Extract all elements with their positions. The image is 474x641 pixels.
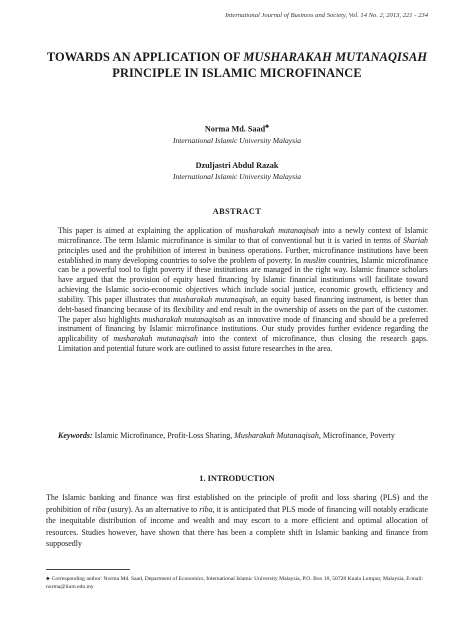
footnote-mark: ♣ (46, 576, 50, 582)
text-run: into the context of microfinance, thus closing the research gaps. Limitation and potential future work are outlined to assist future researches in the area. (58, 334, 428, 354)
abstract-heading: ABSTRACT (212, 207, 262, 216)
footnote-divider (46, 569, 130, 570)
keywords (58, 431, 428, 442)
text-run: into a newly context of Islamic microfinance. The term Islamic microfinance is similar to that of conventional but it is varied in terms of (58, 226, 429, 245)
author-2-affiliation: International Islamic University Malaysia (172, 172, 302, 181)
author-2-name: Dzuljastri Abdul Razak (195, 161, 279, 170)
author-1-name-line (46, 124, 428, 134)
title-part-3: PRINCIPLE IN ISLAMIC MICROFINANCE (112, 65, 362, 80)
italic-term: Musharakah Mutanaqisah (234, 431, 319, 440)
author-2 (46, 161, 428, 181)
author-1-mark: ♣ (265, 124, 270, 130)
text-run: , Microfinance, Poverty (318, 431, 395, 440)
keywords-label: Keywords: (58, 431, 93, 440)
italic-term: riba (92, 504, 106, 514)
title-part-2: MUSHARAKAH MUTANAQISAH (243, 50, 428, 64)
text-run: principles used and the prohibition of interest in business operations. Further, microfinance institutions have been established in many developing countries to solve the problem of poverty. In (58, 245, 428, 265)
text-run: Islamic Microfinance, Profit-Loss Sharing, (92, 431, 235, 440)
introduction-body (46, 492, 428, 550)
italic-term: musharakah mutanaqisah (142, 314, 226, 324)
footnote-text: Corresponding author: Norma Md. Saad, Department of Economics, International Islamic University Malaysia, P.O. Box 10, 50728 Kuala Lumpur, Malaysia, E-mail: norma@iium.edu.my (46, 576, 424, 590)
text-run: The Islamic banking and finance was first established on the principle of profit and loss sharing (PLS) and the prohibition of (46, 493, 428, 514)
italic-term: musharakah mutanaqisah (113, 334, 198, 344)
text-run: (usury). As an alternative to (105, 504, 200, 514)
title-part-1: TOWARDS AN APPLICATION OF (46, 50, 244, 64)
author-1-affiliation: International Islamic University Malaysia (172, 135, 302, 145)
section-heading: 1. INTRODUCTION (199, 474, 275, 483)
footnote (46, 575, 428, 591)
italic-term: muslim (303, 255, 326, 265)
text-run: This paper is aimed at explaining the application of (58, 226, 236, 235)
abstract-body (58, 226, 428, 354)
keywords-text (93, 431, 395, 440)
italic-term: musharakah mutanaqisah (235, 226, 320, 235)
text-run: , it is anticipated that PLS mode of financing will notably eradicate the inequitable distribution of income and wealth and may escort to a more efficient and optimal allocation of resources. Studies however, have shown that there has been a complete shift in Islamic banking and finance from supposedly (46, 504, 429, 549)
author-1 (46, 124, 428, 145)
running-head: International Journal of Business and Society, Vol. 14 No. 2, 2013, 221 - 234 (225, 12, 428, 19)
author-1-name: Norma Md. Saad (204, 124, 266, 134)
text-run: , an equity based financing instrument, is better than debt-based financing because of its flexibility and end result in the ownership of assets on the part of the customer. The paper also highlights (58, 294, 428, 324)
italic-term: musharakah mutanaqisah (173, 294, 256, 304)
italic-term: riba (199, 504, 213, 514)
paper-title (46, 50, 428, 81)
text-run: as an innovative mode of financing and should be a preferred instrument of financing by Islamic microfinance institutions. Our study provides further evidence regarding the applicability of (58, 314, 428, 344)
text-run: countries, Islamic microfinance can be a powerful tool to fight poverty if these institutions are managed in the right way. Islamic finance scholars have argued that the provision of equity based financing by Islamic financial institutions will facilitate toward achieving the Islamic socio-economic objectives which include social justice, economic growth, efficiency and stability. This paper illustrates that (58, 255, 428, 304)
italic-term: Shariah (403, 235, 428, 245)
